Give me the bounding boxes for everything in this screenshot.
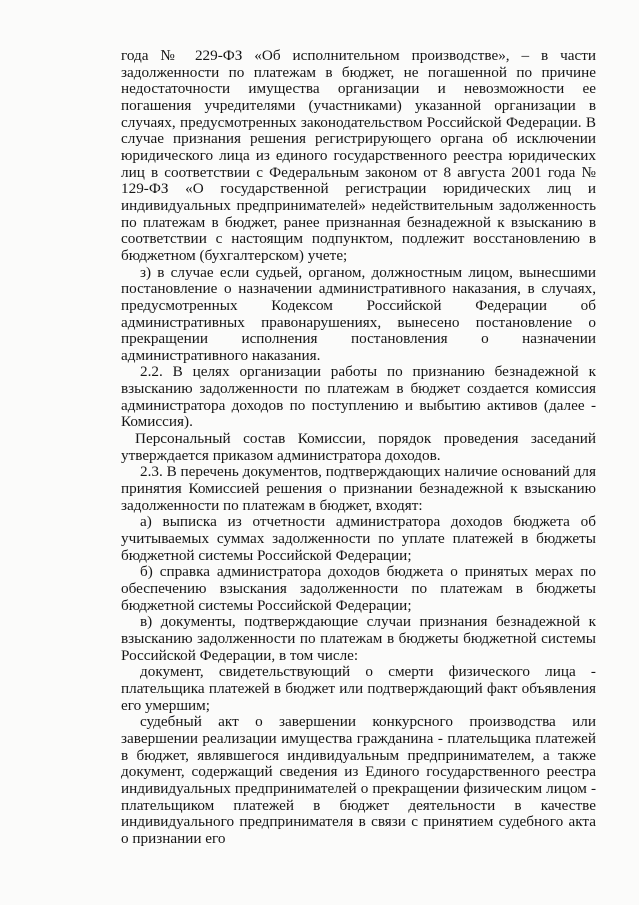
paragraph-6: а) выписка из отчетности администратора доходов бюджета об учитываемых суммах задолженности по уплате платежей в бюджеты бюджетной системы Российской Федерации;: [121, 513, 596, 564]
paragraph-1: года № 229-ФЗ «Об исполнительном производстве», – в части задолженности по платежам в бюджет, не погашенной по причине недостаточности имущества организации и невозможности ее погашения учредителями (участниками) указанной организации в случаях, предусмотренных законодательством Российской Федерации. В случае признания решения регистрирующего органа об исключении юридического лица из единого государственного реестра юридических лиц в соответствии с Федеральным законом от 8 августа 2001 года № 129-ФЗ «О государственной регистрации юридических лиц и индивидуальных предпринимателей» недействительным задолженность по платежам в бюджет, ранее признанная безнадежной к взысканию в соответствии с настоящим подпунктом, подлежит восстановлению в бюджетном (бухгалтерском) учете;: [121, 47, 596, 264]
paragraph-5: 2.3. В перечень документов, подтверждающих наличие оснований для принятия Комиссией решения о признании безнадежной к взысканию задолженности по платежам в бюджет, входят:: [121, 463, 596, 514]
document-body: [121, 48, 596, 848]
paragraph-3: 2.2. В целях организации работы по признанию безнадежной к взысканию задолженности по платежам в бюджет создается комиссия администратора доходов по поступлению и выбытию активов (далее - Комиссия).: [121, 363, 596, 431]
paragraph-4: Персональный состав Комиссии, порядок проведения заседаний утверждается приказом администратора доходов.: [121, 430, 596, 464]
paragraph-10: судебный акт о завершении конкурсного производства или завершении реализации имущества гражданина - плательщика платежей в бюджет, являвшегося индивидуальным предпринимателем, а также документ, содержащий сведения из Единого государственного реестра индивидуальных предпринимателей о прекращении физическим лицом - плательщиком платежей в бюджет деятельности в качестве индивидуального предпринимателя в связи с принятием судебного акта о признании его: [121, 713, 596, 847]
paragraph-9: документ, свидетельствующий о смерти физического лица - плательщика платежей в бюджет или подтверждающий факт объявления его умершим;: [121, 663, 596, 714]
paragraph-2: з) в случае если судьей, органом, должностным лицом, вынесшими постановление о назначении административного наказания, в случаях, предусмотренных Кодексом Российской Федерации об административных правонарушениях, вынесено постановление о прекращении исполнения постановления о назначении административного наказания.: [121, 263, 596, 364]
paragraph-8: в) документы, подтверждающие случаи признания безнадежной к взысканию задолженности по платежам в бюджеты бюджетной системы Российской Федерации, в том числе:: [121, 613, 596, 664]
paragraph-7: б) справка администратора доходов бюджета о принятых мерах по обеспечению взыскания задолженности по платежам в бюджеты бюджетной системы Российской Федерации;: [121, 563, 596, 614]
